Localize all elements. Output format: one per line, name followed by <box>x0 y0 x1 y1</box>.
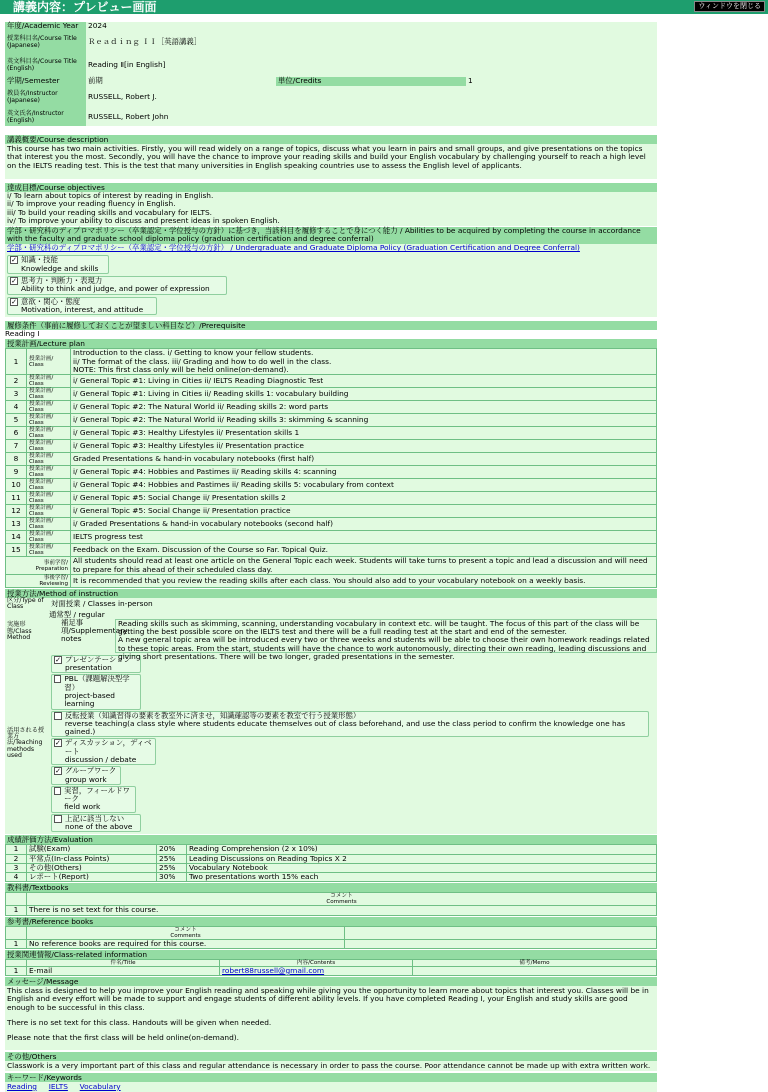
instructor-jp-value: RUSSELL, Robert J. <box>86 86 657 109</box>
col-contents-header: 内容/Contents <box>220 959 413 966</box>
class-content: i/ General Topic #2: The Natural World ii/ Reading skills 3: skimming & scanning <box>71 414 657 427</box>
lecture-plan-heading: 授業計画/Lecture plan <box>5 339 657 348</box>
teaching-method-item: ✓ ディスカッション，ディベート discussion / debate <box>51 738 156 765</box>
method-heading: 授業方法/Method of instruction <box>5 589 657 598</box>
message-paragraph: This class is designed to help you improve your English reading and speaking while giving you the opportunity to learn more about topics that interest you. Classes will be in English and every effort will be made to support and engage students of different ability levels. If you have completed Reading I, your English and study skills are good enough to be successful in this class. <box>7 986 649 1012</box>
class-info-heading: 授業関連情報/Class-related information <box>5 950 657 959</box>
message-body <box>5 986 657 1049</box>
course-info-table <box>5 22 657 126</box>
class-number: 2 <box>6 375 27 388</box>
class-info-title: E-mail <box>27 966 220 975</box>
class-content: i/ General Topic #1: Living in Cities ii/ IELTS Reading Diagnostic Test <box>71 375 657 388</box>
regular-label: 通常型 / regular <box>49 609 105 619</box>
year-value: 2024 <box>86 22 657 31</box>
objective-item: ii/ To improve your reading fluency in English. <box>7 199 176 209</box>
teaching-method-item: 反転授業（知識習得の要素を教室外に済ませ，知識確認等の要素を教室で行う授業形態） reverse teaching(a class style where students educate themselves out of class beforehand, and use the class period to confirm the knowledge one has gained.) <box>51 711 649 738</box>
page-title: 講義内容：プレビュー画面 <box>13 0 157 14</box>
class-label: 授業計画/ Class <box>27 375 71 388</box>
class-label: 授業計画/ Class <box>27 453 71 466</box>
description-text: This course has two main activities. Firstly, you will read widely on a range of topics, discuss what you learn in pairs and small groups, and give presentations on the topics that interest you the most. Secondly, you will have the chance to improve your reading skills and build your English vocabulary by challenging yourself to reach a high level on the IELTS reading test. This is the test that many universities in English speaking countries use to assess the English level of applicants. <box>5 144 657 179</box>
course-title-en-value: Reading Ⅱ[in English] <box>86 54 657 77</box>
reference-heading: 参考書/Reference books <box>5 917 657 926</box>
class-info-memo <box>413 966 657 975</box>
class-method-label: 実施形態/Class Method <box>7 621 32 641</box>
class-content: i/ General Topic #5: Social Change ii/ Presentation skills 2 <box>71 492 657 505</box>
lecture-plan-row <box>6 479 657 492</box>
objective-item: iii/ To build your reading skills and vocabulary for IELTS. <box>7 207 213 217</box>
type-of-class-value: 対面授業 / Classes in-person <box>51 599 153 609</box>
class-content: i/ General Topic #1: Living in Cities ii/ Reading skills 1: vocabulary building <box>71 388 657 401</box>
evaluation-row <box>6 863 657 872</box>
class-content: i/ General Topic #2: The Natural World ii/ Reading skills 2: word parts <box>71 401 657 414</box>
message-heading: メッセージ/Message <box>5 977 657 986</box>
message-paragraph: There is no set text for this class. Handouts will be given when needed. <box>7 1018 272 1028</box>
reference-number: 1 <box>6 939 27 948</box>
evaluation-row <box>6 854 657 863</box>
lecture-plan-row <box>6 505 657 518</box>
checkbox-checked[interactable]: ✓ <box>55 655 61 664</box>
class-content: i/ General Topic #3: Healthy Lifestyles ii/ Presentation skills 1 <box>71 427 657 440</box>
evaluation-item: 平常点(In-class Points) <box>27 854 157 863</box>
textbook-number: 1 <box>6 906 27 915</box>
method-table <box>5 598 657 834</box>
class-content: Graded Presentations & hand-in vocabulary notebooks (first half) <box>71 453 657 466</box>
lecture-plan-row <box>6 401 657 414</box>
lecture-plan-row <box>6 427 657 440</box>
class-number: 11 <box>6 492 27 505</box>
class-content: IELTS progress test <box>71 531 657 544</box>
teaching-method-item: 実習，フィールドワーク field work <box>51 786 136 813</box>
class-number: 6 <box>6 427 27 440</box>
class-number: 3 <box>6 388 27 401</box>
semester-label: 学期/Semester <box>5 77 86 86</box>
ability-item: ✓ 知識・技能 Knowledge and skills <box>7 255 109 274</box>
lecture-plan-row <box>6 492 657 505</box>
preparation-label: 事前学習/ Preparation <box>6 557 71 575</box>
lecture-plan-row <box>6 349 657 375</box>
reference-text: No reference books are required for this course. <box>27 939 345 948</box>
evaluation-item: その他(Others) <box>27 863 157 872</box>
class-label: 授業計画/ Class <box>27 427 71 440</box>
checkbox-unchecked[interactable] <box>54 787 61 795</box>
class-label: 授業計画/ Class <box>27 492 71 505</box>
reference-table <box>5 926 657 949</box>
supplementary-label: 補足事項/Supplementary notes <box>61 617 128 644</box>
teaching-methods-label: 活用される授業方法/Teaching methods used <box>7 726 45 760</box>
reference-comment-header: コメント Comments <box>27 926 345 939</box>
class-number: 7 <box>6 440 27 453</box>
prerequisite-heading: 履修条件（事前に履修しておくことが望ましい科目など）/Prerequisite <box>5 321 657 330</box>
type-of-class-label: 区分/Type of Class <box>7 596 44 611</box>
class-number: 9 <box>6 466 27 479</box>
evaluation-detail: Vocabulary Notebook <box>187 863 657 872</box>
checkbox-unchecked[interactable] <box>54 712 62 720</box>
checkbox-checked[interactable]: ✓ <box>55 767 61 776</box>
lecture-plan-row <box>6 531 657 544</box>
class-content: Feedback on the Exam. Discussion of the Course so Far. Topical Quiz. <box>71 544 657 557</box>
class-number: 12 <box>6 505 27 518</box>
course-title-jp-value: Ｒｅａｄｉｎｇ ＩＩ［英語講義］ <box>86 31 657 54</box>
lecture-plan-row <box>6 453 657 466</box>
year-label: 年度/Academic Year <box>5 22 86 31</box>
class-number: 15 <box>6 544 27 557</box>
class-number: 1 <box>6 349 27 375</box>
evaluation-item: 試験(Exam) <box>27 845 157 854</box>
evaluation-number: 3 <box>6 863 27 872</box>
textbook-comment-header: コメント Comments <box>27 893 657 906</box>
evaluation-row <box>6 873 657 882</box>
checkbox-checked[interactable]: ✓ <box>11 256 17 265</box>
class-number: 14 <box>6 531 27 544</box>
evaluation-number: 4 <box>6 873 27 882</box>
lecture-plan-row <box>6 518 657 531</box>
teaching-method-item: 上記に該当しない none of the above <box>51 814 141 833</box>
class-info-table <box>5 959 657 976</box>
objectives-heading: 達成目標/Course objectives <box>5 183 657 192</box>
objectives-list <box>5 192 657 226</box>
teaching-method-item: ✓ グループワーク group work <box>51 766 121 785</box>
instructor-en-label: 英文氏名/Instructor (English) <box>5 109 86 126</box>
supplementary-text: Reading skills such as skimming, scanning, understanding vocabulary in context etc. will be taught. The focus of this part of the class will be getting the best possible score on the IELTS test and there will be a full reading test at the start and end of the semester. A new general topic area will be introduced every two or three weeks and students will be able to choose their own homework readings related to these topic areas. From the start, students will have the chance to work autonomously, directing their own reading, leading discussions and giving short presentations. There will be two longer, graded presentations in the semester. <box>115 619 657 653</box>
lecture-plan-row <box>6 544 657 557</box>
course-title-jp-label: 授業科目名/Course Title (Japanese) <box>5 31 86 54</box>
lecture-plan-table <box>5 348 657 587</box>
title-bar <box>0 0 768 14</box>
class-label: 授業計画/ Class <box>27 440 71 453</box>
checkbox-checked[interactable]: ✓ <box>11 276 17 285</box>
evaluation-row <box>6 845 657 854</box>
evaluation-heading: 成績評価方法/Evaluation <box>5 835 657 844</box>
reviewing-text: It is recommended that you review the reading skills after each class. You should also add to your vocabulary notebook on a weekly basis. <box>71 574 657 587</box>
evaluation-number: 1 <box>6 845 27 854</box>
email-link[interactable]: robert88russell@gmail.com <box>222 965 325 975</box>
keywords-heading: キーワード/Keywords <box>5 1073 657 1082</box>
teaching-method-item: PBL（課題解決型学習） project-based learning <box>51 674 141 709</box>
credits-label: 単位/Credits <box>276 77 466 86</box>
textbooks-table <box>5 892 657 915</box>
semester-value: 前期 <box>86 77 276 86</box>
ability-item: ✓ 意欲・関心・態度 Motivation, interest, and attitude <box>7 297 157 316</box>
class-label: 授業計画/ Class <box>27 518 71 531</box>
class-number: 5 <box>6 414 27 427</box>
diploma-policy-link[interactable]: 学部・研究科のディプロマポリシー（卒業認定・学位授与の方針） / Undergraduate and Graduate Diploma Policy (Graduation Certification and Degree Conferral) <box>7 243 580 253</box>
class-content: Introduction to the class. i/ Getting to know your fellow students. ii/ The format of the class. iii/ Grading and how to do well in the class. NOTE: This first class only will be held online(on-demand). <box>71 349 657 375</box>
class-number: 4 <box>6 401 27 414</box>
evaluation-detail: Two presentations worth 15% each <box>187 873 657 882</box>
class-content: i/ General Topic #4: Hobbies and Pastimes ii/ Reading skills 5: vocabulary from context <box>71 479 657 492</box>
checkbox-checked[interactable]: ✓ <box>11 297 17 306</box>
close-window-button[interactable]: ウィンドウを閉じる <box>694 1 765 12</box>
class-number: 8 <box>6 453 27 466</box>
evaluation-detail: Leading Discussions on Reading Topics X 2 <box>187 854 657 863</box>
keywords-list <box>5 1082 657 1092</box>
evaluation-item: レポート(Report) <box>27 873 157 882</box>
textbook-text: There is no set text for this course. <box>27 906 657 915</box>
prerequisite-text: Reading I <box>5 329 40 339</box>
class-label: 授業計画/ Class <box>27 388 71 401</box>
objective-item: iv/ To improve your ability to discuss and present ideas in spoken English. <box>7 215 280 225</box>
class-content: i/ General Topic #5: Social Change ii/ Presentation practice <box>71 505 657 518</box>
evaluation-percent: 25% <box>157 863 187 872</box>
class-content: i/ General Topic #4: Hobbies and Pastimes ii/ Reading skills 4: scanning <box>71 466 657 479</box>
checkbox-unchecked[interactable] <box>54 815 62 823</box>
instructor-jp-label: 教員名/Instructor (Japanese) <box>5 86 86 109</box>
evaluation-table <box>5 844 657 882</box>
preparation-row <box>6 557 657 575</box>
reviewing-row <box>6 574 657 587</box>
keyword-link[interactable]: IELTS <box>48 1081 68 1091</box>
lecture-plan-row <box>6 414 657 427</box>
class-content: i/ Graded Presentations & hand-in vocabulary notebooks (second half) <box>71 518 657 531</box>
others-text: Classwork is a very important part of this class and regular attendance is necessary in order to pass the course. Poor attendance cannot be made up with extra written work. <box>5 1061 657 1071</box>
others-heading: その他/Others <box>5 1052 657 1061</box>
class-info-number: 1 <box>6 966 27 975</box>
class-content: i/ General Topic #3: Healthy Lifestyles ii/ Presentation practice <box>71 440 657 453</box>
evaluation-percent: 25% <box>157 854 187 863</box>
class-number: 13 <box>6 518 27 531</box>
lecture-plan-row <box>6 466 657 479</box>
class-label: 授業計画/ Class <box>27 505 71 518</box>
class-label: 授業計画/ Class <box>27 466 71 479</box>
description-heading: 講義概要/Course description <box>5 135 657 144</box>
col-title-header: 件名/Title <box>27 959 220 966</box>
message-paragraph: Please note that the first class will be held online(on-demand). <box>7 1033 239 1043</box>
lecture-plan-row <box>6 440 657 453</box>
abilities-heading: 学部・研究科のディプロマポリシー（卒業認定・学位授与の方針）に基づき，当該科目を履修することで身につく能力 / Abilities to be acquired by completing the course in accordance with the faculty and graduate school diploma policy (graduation certification and degree conferral) <box>5 227 657 244</box>
preparation-text: All students should read at least one article on the General Topic each week. Students will take turns to present a topic and lead a discussion and will need to prepare for this ahead of their scheduled class day. <box>71 557 657 575</box>
teaching-method-item: ✓ プレゼンテーション presentation <box>51 655 141 674</box>
class-label: 授業計画/ Class <box>27 544 71 557</box>
keyword-link[interactable]: Reading <box>7 1081 37 1091</box>
evaluation-percent: 30% <box>157 873 187 882</box>
evaluation-detail: Reading Comprehension (2 x 10%) <box>187 845 657 854</box>
class-label: 授業計画/ Class <box>27 401 71 414</box>
class-number: 10 <box>6 479 27 492</box>
class-label: 授業計画/ Class <box>27 531 71 544</box>
reviewing-label: 事後学習/ Reviewing <box>6 574 71 587</box>
abilities-body <box>5 244 657 317</box>
lecture-plan-row <box>6 375 657 388</box>
class-label: 授業計画/ Class <box>27 349 71 375</box>
class-label: 授業計画/ Class <box>27 414 71 427</box>
evaluation-percent: 20% <box>157 845 187 854</box>
credits-value: 1 <box>466 77 657 86</box>
ability-item: ✓ 思考力・判断力・表現力 Ability to think and judge, and power of expression <box>7 276 227 295</box>
keyword-link[interactable]: Vocabulary <box>79 1081 121 1091</box>
course-title-en-label: 英文科目名/Course Title (English) <box>5 54 86 77</box>
checkbox-unchecked[interactable] <box>54 675 61 683</box>
lecture-plan-row <box>6 388 657 401</box>
evaluation-number: 2 <box>6 854 27 863</box>
textbooks-heading: 教科書/Textbooks <box>5 883 657 892</box>
col-memo-header: 備考/Memo <box>413 959 657 966</box>
checkbox-checked[interactable]: ✓ <box>55 739 61 748</box>
instructor-en-value: RUSSELL, Robert John <box>86 109 657 126</box>
class-label: 授業計画/ Class <box>27 479 71 492</box>
objective-item: i/ To learn about topics of interest by reading in English. <box>7 191 214 200</box>
